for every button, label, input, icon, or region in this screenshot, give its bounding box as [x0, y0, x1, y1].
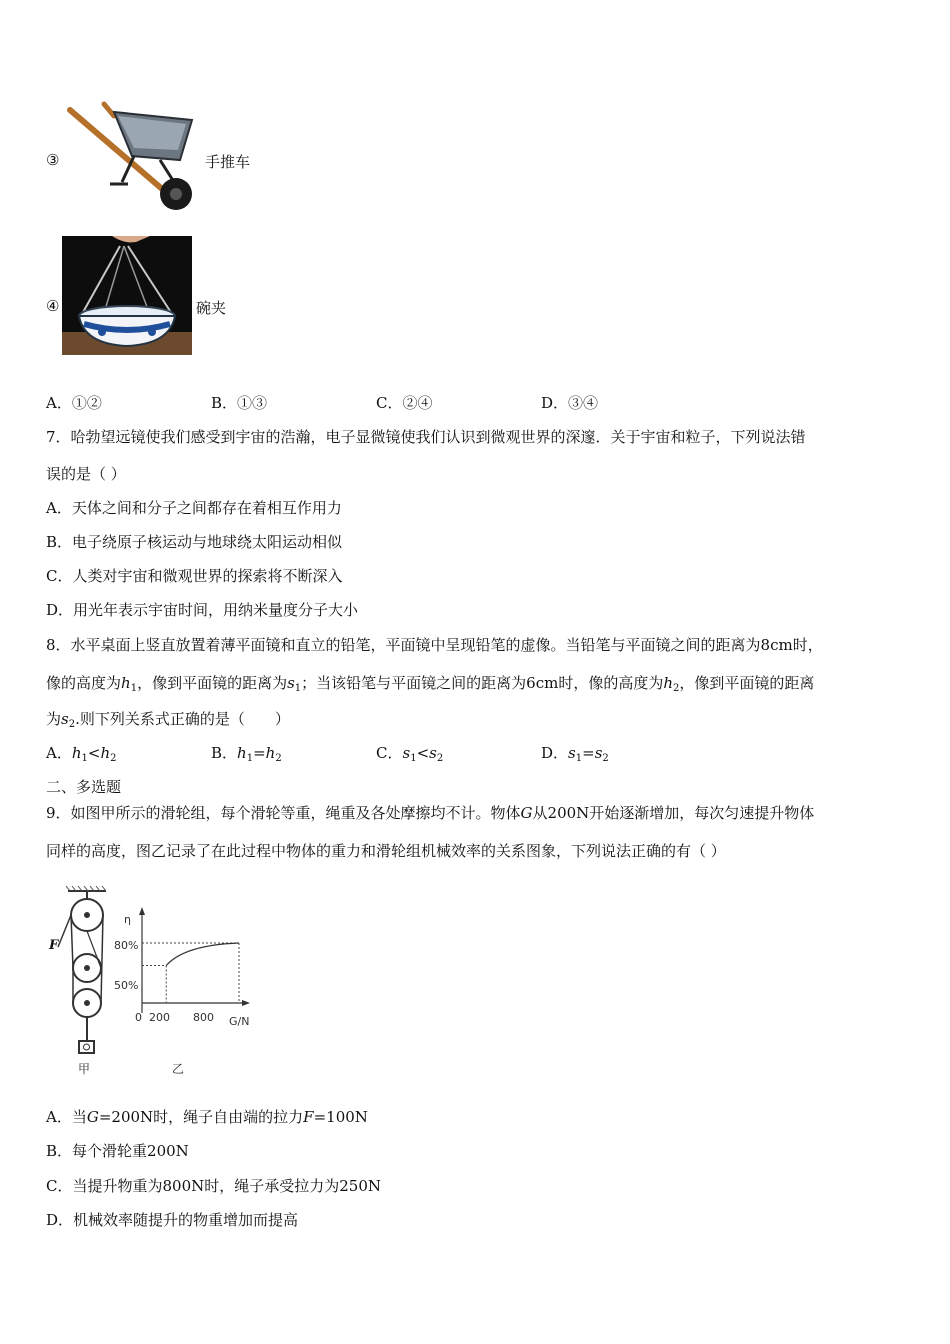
x-tick-800: 800 [193, 1011, 214, 1024]
q9-var-g: G [520, 804, 533, 822]
q9-option-a [46, 1107, 368, 1127]
y-axis-label: η [124, 913, 131, 926]
var-s: s [594, 744, 603, 762]
q6-option-a: A．①② [46, 394, 102, 412]
option-prefix: B． [211, 744, 238, 762]
q8-option-a [46, 743, 117, 769]
item-3-marker: ③ [46, 151, 60, 169]
x-tick-0: 0 [135, 1011, 142, 1024]
option-prefix: A． [46, 744, 72, 762]
sub: 1 [81, 753, 88, 764]
y-tick-50: 50% [114, 979, 139, 992]
q9-var-f: F [303, 1108, 314, 1126]
q7-option-b: B．电子绕原子核运动与地球绕太阳运动相似 [46, 533, 343, 551]
item-4-marker: ④ [46, 297, 60, 315]
bowl-clamp-icon [62, 236, 192, 355]
q7-option-a: A．天体之间和分子之间都存在着相互作用力 [46, 499, 342, 517]
q8-text: 像的高度为 [46, 674, 122, 692]
item-3-label: 手推车 [205, 153, 251, 171]
q8-option-d [541, 743, 609, 769]
item-4-label: 碗夹 [196, 299, 227, 317]
x-axis-label: G/N [229, 1015, 250, 1028]
q8-stem-line3 [46, 709, 290, 735]
var-h: h [100, 744, 111, 762]
x-axis-arrow [242, 1000, 250, 1006]
q9-text: =200N时，绳子自由端的拉力 [98, 1108, 304, 1126]
q8-var-s: s [287, 674, 295, 692]
q8-sub: 1 [130, 683, 138, 694]
q6-option-d: D．③④ [541, 394, 599, 412]
q9-var-g: G [86, 1108, 99, 1126]
x-tick-200: 200 [149, 1011, 170, 1024]
q9-text: =100N [313, 1108, 368, 1126]
q8-text: 为 [46, 710, 62, 728]
q8-text: .则下列关系式正确的是（ ） [75, 710, 290, 728]
var-s: s [568, 744, 576, 762]
q8-stem-line1: 8．水平桌面上竖直放置着薄平面镜和直立的铅笔，平面镜中呈现铅笔的虚像。当铅笔与平面镜之间的距离为8cm时， [46, 636, 823, 654]
pulley-system-figure [46, 885, 116, 1080]
q9-option-b: B．每个滑轮重200N [46, 1142, 189, 1160]
y-tick-80: 80% [114, 939, 139, 952]
q9-text: A．当 [46, 1108, 87, 1126]
graph-caption: 乙 [172, 1062, 185, 1076]
q8-option-c [376, 743, 443, 769]
sub: 2 [436, 753, 444, 764]
q8-var-h: h [121, 674, 131, 692]
efficiency-curve [166, 943, 239, 966]
q7-option-c: C．人类对宇宙和微观世界的探索将不断深入 [46, 567, 343, 585]
efficiency-graph [108, 905, 268, 1030]
pulley-force-label: F [49, 938, 59, 953]
q8-sub: 2 [673, 683, 680, 694]
q8-var-h: h [663, 674, 673, 692]
q7-option-d: D．用光年表示宇宙时间，用纳米量度分子大小 [46, 601, 359, 619]
relation: < [416, 744, 430, 762]
sub: 2 [110, 753, 117, 764]
sub: 1 [575, 753, 583, 764]
relation: < [87, 744, 101, 762]
q7-stem-line1: 7．哈勃望远镜使我们感受到宇宙的浩瀚，电子显微镜使我们认识到微观世界的深邃．关于宇宙和粒子，下列说法错 [46, 428, 806, 446]
q8-sub: 2 [68, 719, 76, 730]
q8-var-s: s [61, 710, 69, 728]
option-prefix: C． [376, 744, 403, 762]
sub: 1 [246, 753, 254, 764]
q8-stem-line2 [46, 673, 814, 699]
sub: 2 [602, 753, 609, 764]
efficiency-chart [108, 905, 268, 1030]
var-s: s [402, 744, 411, 762]
var-h: h [265, 744, 276, 762]
sub: 1 [410, 753, 417, 764]
var-h: h [237, 744, 247, 762]
q7-stem-line2: 误的是（ ） [46, 465, 126, 483]
var-s: s [429, 744, 437, 762]
pulley-caption: 甲 [78, 1062, 91, 1076]
sub: 2 [275, 753, 282, 764]
q9-option-c: C．当提升物重为800N时，绳子承受拉力为250N [46, 1177, 381, 1195]
y-axis-arrow [139, 907, 145, 915]
q8-text: ，像到平面镜的距离 [679, 674, 815, 692]
q9-text: 从200N开始逐渐增加，每次匀速提升物体 [532, 804, 815, 822]
q9-stem-line1 [46, 803, 814, 823]
q8-text: ；当该铅笔与平面镜之间的距离为6cm时，像的高度为 [301, 674, 664, 692]
q9-stem-line2: 同样的高度，图乙记录了在此过程中物体的重力和滑轮组机械效率的关系图象，下列说法正确的有（ ） [46, 842, 726, 860]
relation: = [582, 744, 595, 762]
wheelbarrow-icon [64, 98, 199, 215]
q8-option-b [211, 743, 282, 769]
q6-option-b: B．①③ [211, 394, 268, 412]
q8-sub: 1 [294, 683, 302, 694]
section-title: 二、多选题 [46, 778, 122, 796]
var-h: h [71, 744, 82, 762]
q9-option-d: D．机械效率随提升的物重增加而提高 [46, 1211, 299, 1229]
q8-text: ，像到平面镜的距离为 [137, 674, 288, 692]
relation: = [253, 744, 266, 762]
option-prefix: D． [541, 744, 569, 762]
q6-option-c: C．②④ [376, 394, 433, 412]
q9-text: 9．如图甲所示的滑轮组，每个滑轮等重，绳重及各处摩擦均不计。物体 [46, 804, 521, 822]
